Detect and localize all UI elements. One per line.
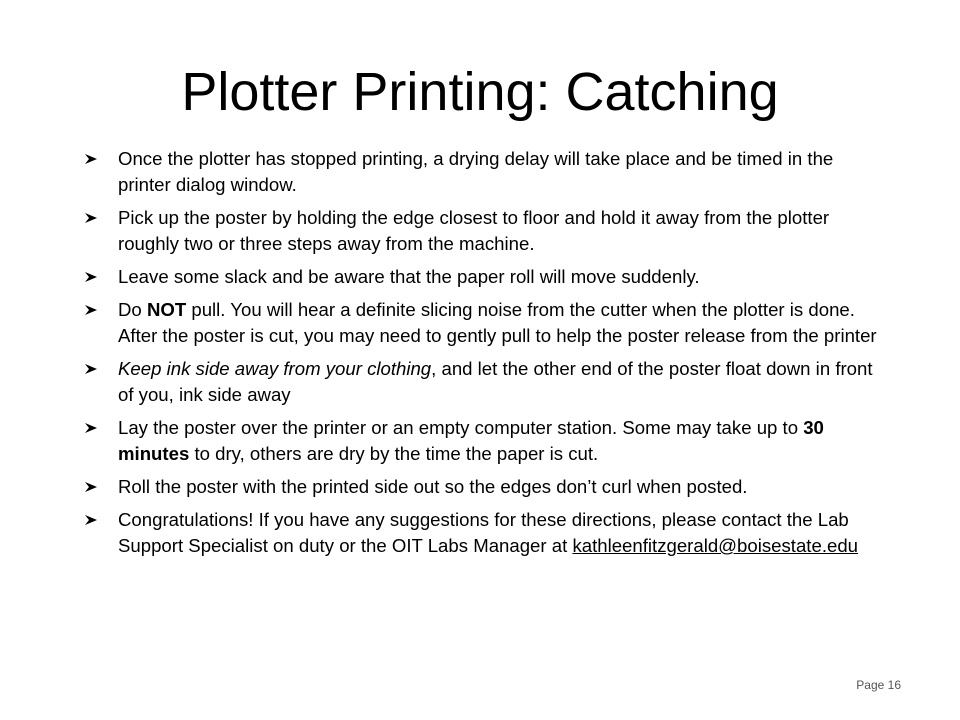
- bullet-text: Pick up the poster by holding the edge closest to floor and hold it away from the plotter roughly two or three steps away from the machine.: [118, 207, 830, 254]
- arrow-bullet-icon: [84, 514, 98, 526]
- bold-text: 30 minutes: [118, 417, 824, 464]
- bullet-item: [84, 205, 884, 257]
- arrow-bullet-icon: [84, 422, 98, 434]
- arrow-bullet-icon: [84, 481, 98, 493]
- bullet-text: Leave some slack and be aware that the paper roll will move suddenly.: [118, 266, 700, 287]
- bullet-item: [84, 415, 884, 467]
- arrow-bullet-icon: [84, 153, 98, 165]
- bold-text: NOT: [146, 299, 187, 320]
- arrow-bullet-icon: [84, 271, 98, 283]
- arrow-bullet-icon: [84, 304, 98, 316]
- bullet-list: [84, 146, 884, 566]
- bullet-item: [84, 297, 884, 349]
- bullet-item: [84, 356, 884, 408]
- bullet-text: Congratulations! If you have any suggestions for these directions, please contact the Lab Support Specialist on duty or the OIT Labs Manager at kathleenfitzgerald@boisestate.edu: [118, 509, 859, 556]
- bullet-text: Roll the poster with the printed side out so the edges don’t curl when posted.: [118, 476, 748, 497]
- bullet-item: [84, 474, 884, 500]
- arrow-bullet-icon: [84, 363, 98, 375]
- bullet-text: Lay the poster over the printer or an empty computer station. Some may take up to 30 minutes to dry, others are dry by the time the paper is cut.: [118, 417, 824, 464]
- italic-text: Keep ink side away from your clothing: [118, 358, 432, 379]
- bullet-text: Do NOT pull. You will hear a definite slicing noise from the cutter when the plotter is done. After the poster is cut, you may need to gently pull to help the poster release from the printer: [118, 299, 877, 346]
- arrow-bullet-icon: [84, 212, 98, 224]
- bullet-text: Once the plotter has stopped printing, a drying delay will take place and be timed in the printer dialog window.: [118, 148, 834, 195]
- slide-title: Plotter Printing: Catching: [181, 62, 779, 122]
- bullet-item: [84, 507, 884, 559]
- bullet-item: [84, 264, 884, 290]
- email-link[interactable]: kathleenfitzgerald@boisestate.edu: [572, 535, 859, 556]
- bullet-text: Keep ink side away from your clothing, and let the other end of the poster float down in front of you, ink side away: [118, 358, 873, 405]
- page-number: Page 16: [856, 678, 901, 692]
- bullet-item: [84, 146, 884, 198]
